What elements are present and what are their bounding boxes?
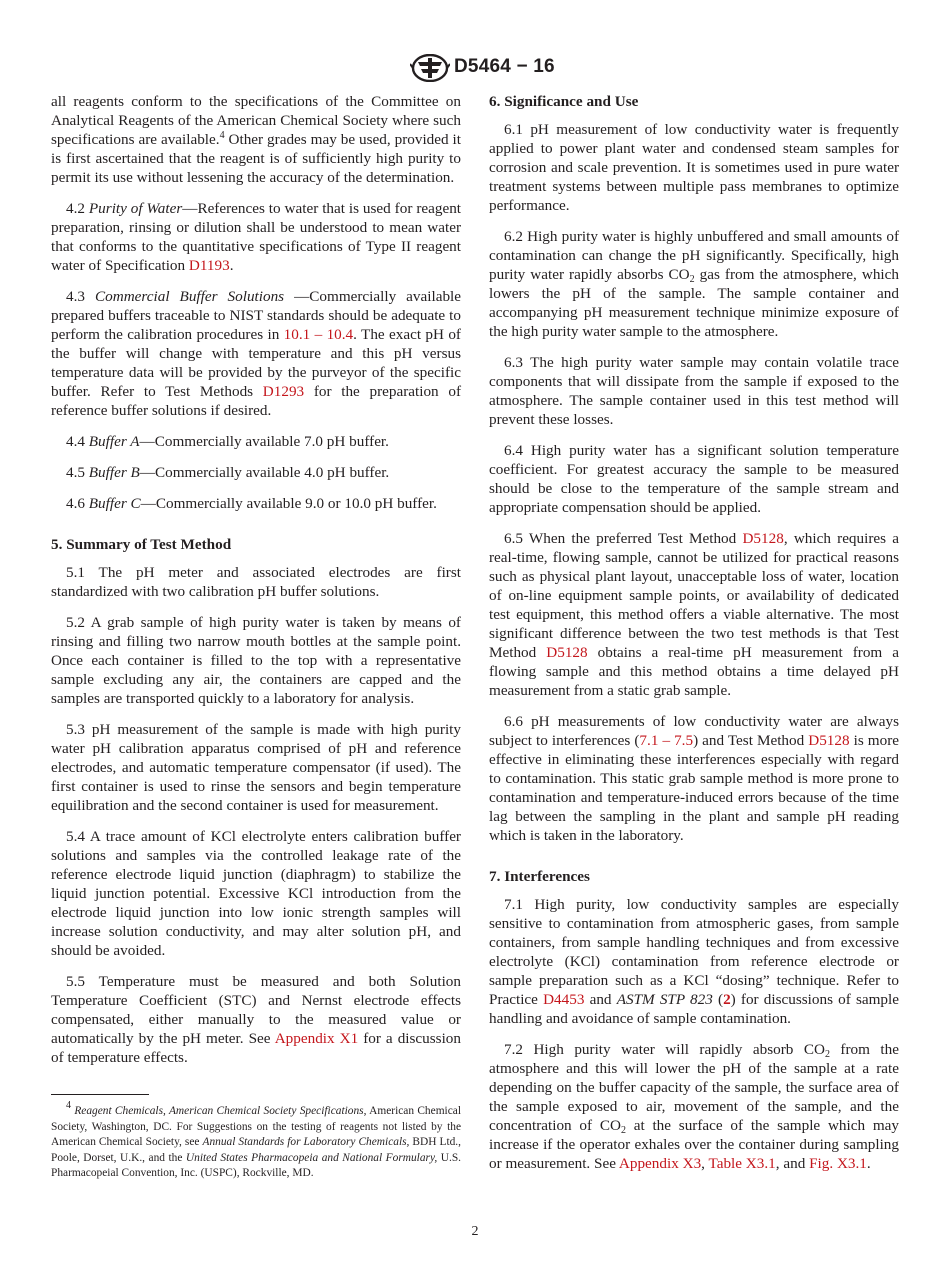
- paragraph-4-1-continued: all reagents conform to the specifications of the Committee on Analytical Reagents of the American Chemical Society where such specifications are available.$^4$ Other grades may be used, provided it is first ascertained that the reagent is of sufficiently high purity to permit its use without lessening the accuracy of the determination.: [51, 93, 461, 186]
- footnote-ref[interactable]: 4: [219, 130, 225, 141]
- paragraph-4-3: 4.3 Commercial Buffer Solutions —Commercially available prepared buffers traceable to NIST standards should be adequate to perform the calibration procedures in 10.1 – 10.4. The exact pH of the buffer will change with temperature and this pH versus temperature data will be provided by the purveyor of the specific buffer. Refer to Test Methods D1293 for the preparation of reference buffer solutions if desired.: [51, 288, 461, 419]
- link-d1293[interactable]: D1293: [262, 383, 305, 400]
- paragraph-7-2: 7.2 High purity water will rapidly absorb $CO_2$ from the atmosphere and this will lower the pH of the sample at a rate depending on the buffer capacity of the sample, the surface area of the sample exposed to air, movement of the sample, and the concentration of $CO_2$ at the surface of the sample which may increase if the operator exhales over the container during sampling or measurement. See Appendix X3, Table X3.1, and Fig. X3.1.: [489, 1041, 899, 1172]
- paragraph-6-5: 6.5 When the preferred Test Method D5128, which requires a real-time, flowing sample, cannot be utilized for practical reasons such as physical plant layout, unacceptable loss of water, location of on-line equipment sample points, or availability of dedicated test equipment, this method offers a viable alternative. The most significant difference between the two test methods is that Test Method D5128 obtains a real-time pH measurement from a flowing sample and this method obtains a time delayed pH measurement from a static grab sample.: [489, 530, 900, 699]
- page-number: 2: [471, 1224, 479, 1239]
- footnote-4: $^4$ Reagent Chemicals, American Chemical Society Specifications, American Chemical Society, Washington, DC. For Suggestions on the testing of reagents not listed by the American Chemical Society, see Annual Standards for Laboratory Chemicals, BDH Ltd., Poole, Dorset, U.K., and the United States Pharmacopeia and National Formulary, U.S. Pharmacopeial Convention, Inc. (USPC), Rockville, MD.: [51, 1100, 462, 1179]
- document-designation: D5464 − 16: [454, 56, 555, 77]
- paragraph-5-2: 5.2 A grab sample of high purity water is taken by means of rinsing and filling two narrow mouth bottles at the sample point. Once each container is filled to the top with a representative sample excluding any air, the containers are capped and the samples are transported quickly to a laboratory for analysis.: [51, 614, 461, 707]
- right-column: [489, 92, 899, 1185]
- left-column: [51, 92, 461, 1079]
- link-table-x3-1[interactable]: Table X3.1: [708, 1155, 776, 1172]
- reference-2[interactable]: 2: [723, 991, 731, 1008]
- paragraph-5-1: 5.1 The pH meter and associated electrodes are first standardized with two calibration pH buffer solutions.: [51, 564, 461, 600]
- paragraph-6-4: 6.4 High purity water has a significant solution temperature coefficient. For greatest accuracy the sample to be measured should be close to the temperature of the sample stream and appropriate compensation should be applied.: [489, 442, 899, 516]
- link-appendix-x3[interactable]: Appendix X3: [618, 1155, 702, 1172]
- paragraph-6-2: 6.2 High purity water is highly unbuffered and small amounts of contamination can change the pH significantly. Specifically, high purity water rapidly absorbs $CO_2$ gas from the atmosphere, which lowers the pH of the sample. The sample container and accompanying pH measurement technique minimize exposure of the high purity water sample to the atmosphere.: [489, 228, 899, 340]
- link-d5128[interactable]: D5128: [808, 732, 850, 749]
- paragraph-4-5: 4.5 Buffer B—Commercially available 4.0 pH buffer.: [66, 464, 390, 481]
- section-heading-7: 7. Interferences: [489, 868, 590, 885]
- paragraph-6-3: 6.3 The high purity water sample may contain volatile trace components that will dissipate from the sample if exposed to the atmosphere. The sample container used in this test method will prevent these losses.: [489, 354, 899, 428]
- paragraph-5-5: 5.5 Temperature must be measured and both Solution Temperature Coefficient (STC) and Nernst electrode effects compensated, either manually to the measured value or automatically by the pH meter. See Appendix X1 for a discussion of temperature effects.: [51, 973, 461, 1066]
- paragraph-6-1: 6.1 pH measurement of low conductivity water is frequently applied to power plant water and condensed steam samples for corrosion and scale prevention. It is sometimes used in pure water treatment systems between multiple pass membranes to optimize performance.: [489, 121, 899, 214]
- section-heading-5: 5. Summary of Test Method: [51, 536, 232, 553]
- footnote-divider: [51, 1094, 149, 1095]
- link-d4453[interactable]: D4453: [543, 991, 585, 1008]
- paragraph-4-4: 4.4 Buffer A—Commercially available 7.0 pH buffer.: [66, 433, 389, 450]
- link-d5128[interactable]: D5128: [546, 644, 588, 661]
- paragraph-4-6: 4.6 Buffer C—Commercially available 9.0 or 10.0 pH buffer.: [66, 495, 437, 512]
- paragraph-5-4: 5.4 A trace amount of KCl electrolyte enters calibration buffer solutions and samples via the controlled leakage rate of the reference electrode liquid junction (diaphragm) to stabilize the liquid junction potential. Excessive KCl introduction from the electrode liquid junction into low ionic strength samples will increase solution conductivity, and may alter solution pH, and should be avoided.: [51, 828, 461, 959]
- link-7-1-7-5[interactable]: 7.1 – 7.5: [639, 732, 694, 749]
- paragraph-6-6: 6.6 pH measurements of low conductivity water are always subject to interferences (7.1 – 7.5) and Test Method D5128 is more effective in eliminating these interferences especially with regard to contamination. This static grab sample method is more prone to contamination and temperature-induced errors because of the time lag between the sampling in the plant and sample pH reading which is taken in the laboratory.: [489, 713, 900, 844]
- page-header: [0, 52, 950, 86]
- paragraph-7-1: 7.1 High purity, low conductivity samples are especially sensitive to contamination from atmospheric gases, from sample containers, from sample handling techniques and from excessive electrolyte (KCl) contamination from reference electrode or sample preparation such as a KCl “dosing” technique. Refer to Practice D4453 and ASTM STP 823 (2) for discussions of sample handling and avoidance of sample contamination.: [489, 896, 899, 1027]
- link-d5128[interactable]: D5128: [742, 530, 784, 547]
- section-heading-6: 6. Significance and Use: [489, 93, 639, 110]
- paragraph-4-2: 4.2 Purity of Water—References to water that is used for reagent preparation, rinsing or dilution shall be understood to mean water that conforms to the quantitative specifications of Type II reagent water of Specification D1193.: [51, 200, 462, 274]
- link-10-1-10-4[interactable]: 10.1 – 10.4: [283, 326, 354, 343]
- link-d1193[interactable]: D1193: [188, 257, 230, 274]
- link-appendix-x1[interactable]: Appendix X1: [274, 1030, 359, 1047]
- astm-logo-icon: [410, 54, 450, 82]
- paragraph-5-3: 5.3 pH measurement of the sample is made with high purity water pH calibration apparatus comprised of pH and reference electrodes, and automatic temperature compensator (if used). The first container is used to rinse the sensors and begin temperature equilibration and the second container is used for measurement.: [51, 721, 461, 814]
- link-fig-x3-1[interactable]: Fig. X3.1: [809, 1155, 867, 1172]
